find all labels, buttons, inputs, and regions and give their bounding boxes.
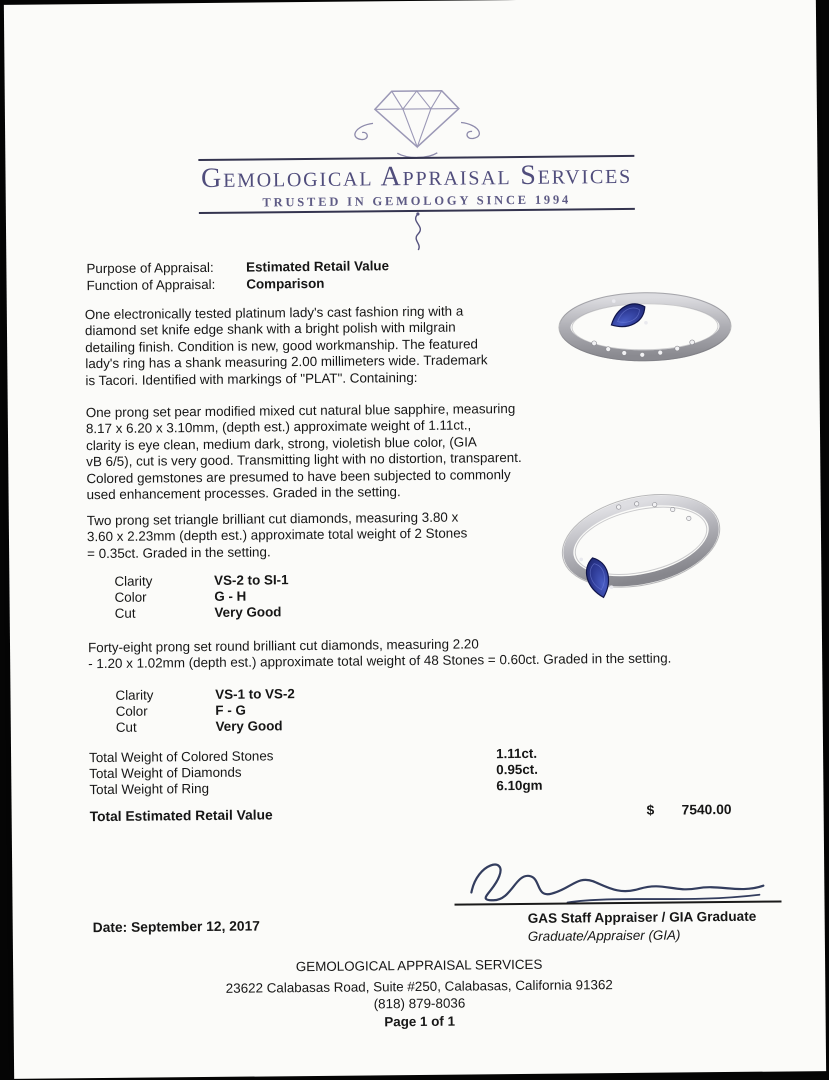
color-value: G - H [214,588,247,605]
description-paragraph-3: Two prong set triangle brilliant cut diamonds, measuring 3.80 x 3.60 x 2.23mm (depth est.) approximate total weight of 2 Stones = 0.35ct. Graded in the setting. [86,509,468,561]
function-label: Function of Appraisal: [86,276,216,293]
ring-weight-label: Total Weight of Ring [89,781,210,798]
clarity-value: VS-1 to VS-2 [215,686,295,702]
color-label: Color [114,589,147,606]
cut-value: Very Good [214,604,282,621]
appraiser-title: GAS Staff Appraiser / GIA Graduate [527,908,757,926]
purpose-label: Purpose of Appraisal: [86,259,214,277]
colored-stones-label: Total Weight of Colored Stones [89,748,274,766]
flourish-icon [404,212,432,252]
totals-section [89,744,749,799]
purpose-value: Estimated Retail Value [246,258,390,275]
clarity-value: VS-2 to SI-1 [214,572,289,588]
appraisal-document-page [4,0,826,1079]
function-row [86,275,389,295]
purpose-row [86,258,389,278]
table-row [115,605,289,623]
page-number: Page 1 of 1 [384,1013,456,1030]
currency-symbol: $ [646,802,655,818]
footer-address: 23622 Calabasas Road, Suite #250, Calabasas, California 91362 [225,977,613,996]
clarity-label: Clarity [115,687,154,703]
clarity-label: Clarity [114,573,153,589]
grade-table-2 [115,686,295,736]
table-row [114,572,288,590]
diamonds-weight-value: 0.95ct. [496,762,539,778]
table-row [115,686,295,704]
ring-photo-top [542,278,743,375]
company-tagline: TRUSTED IN GEMOLOGY SINCE 1994 [262,192,572,210]
cut-label: Cut [114,606,136,622]
footer-phone: (818) 879-8036 [373,995,466,1012]
appraisal-date: Date: September 12, 2017 [92,918,260,936]
company-name: Gemological Appraisal Services [200,158,633,195]
diamonds-weight-label: Total Weight of Diamonds [89,764,242,782]
footer-company: GEMOLOGICAL APPRAISAL SERVICES [295,956,543,975]
cut-value: Very Good [215,718,283,735]
color-value: F - G [215,702,246,719]
color-label: Color [115,703,148,720]
diamond-logo-icon [335,78,500,164]
ring-weight-value: 6.10gm [496,778,543,794]
description-paragraph-1: One electronically tested platinum lady's cast fashion ring with a diamond set knife edge shank with a bright polish with milgrain detailing finish. Condition is new, good workmanship. The featured lady's ring has a shank measuring 2.00 millimeters wide. Trademark is Tacori. Identified with markings of "PLAT". Containing: [84,303,488,388]
table-row [114,588,288,606]
retail-value-amount: 7540.00 [681,801,732,818]
description-paragraph-2: One prong set pear modified mixed cut natural blue sapphire, measuring 8.17 x 6.20 x 3.10mm, (depth est.) approximate weight of 1.11ct., clarity is eye clean, medium dark, strong, violetish blue color, (GIA vB 6/5), cut is very good. Transmitting light with no distortion, transparent. Colored gemstones are presumed to have been subjected to commonly used enhancement processes. Graded in the setting. [85,401,522,503]
retail-value-label: Total Estimated Retail Value [89,807,273,825]
function-value: Comparison [246,275,325,292]
retail-value-row [90,801,790,826]
grade-table-1 [114,572,289,622]
cut-label: Cut [115,720,137,736]
ring-photo-bottom [541,488,734,612]
table-row [116,702,296,720]
table-row [116,719,296,737]
colored-stones-value: 1.11ct. [496,745,538,762]
description-paragraph-4: Forty-eight prong set round brilliant cut diamonds, measuring 2.20 - 1.20 x 1.02mm (depth est.) approximate total weight of 48 Stones = 0.60ct. Graded in the setting. [87,636,672,672]
appraiser-subtitle: Graduate/Appraiser (GIA) [527,927,681,944]
appraisal-meta [86,258,389,294]
signature-scribble [447,845,783,906]
